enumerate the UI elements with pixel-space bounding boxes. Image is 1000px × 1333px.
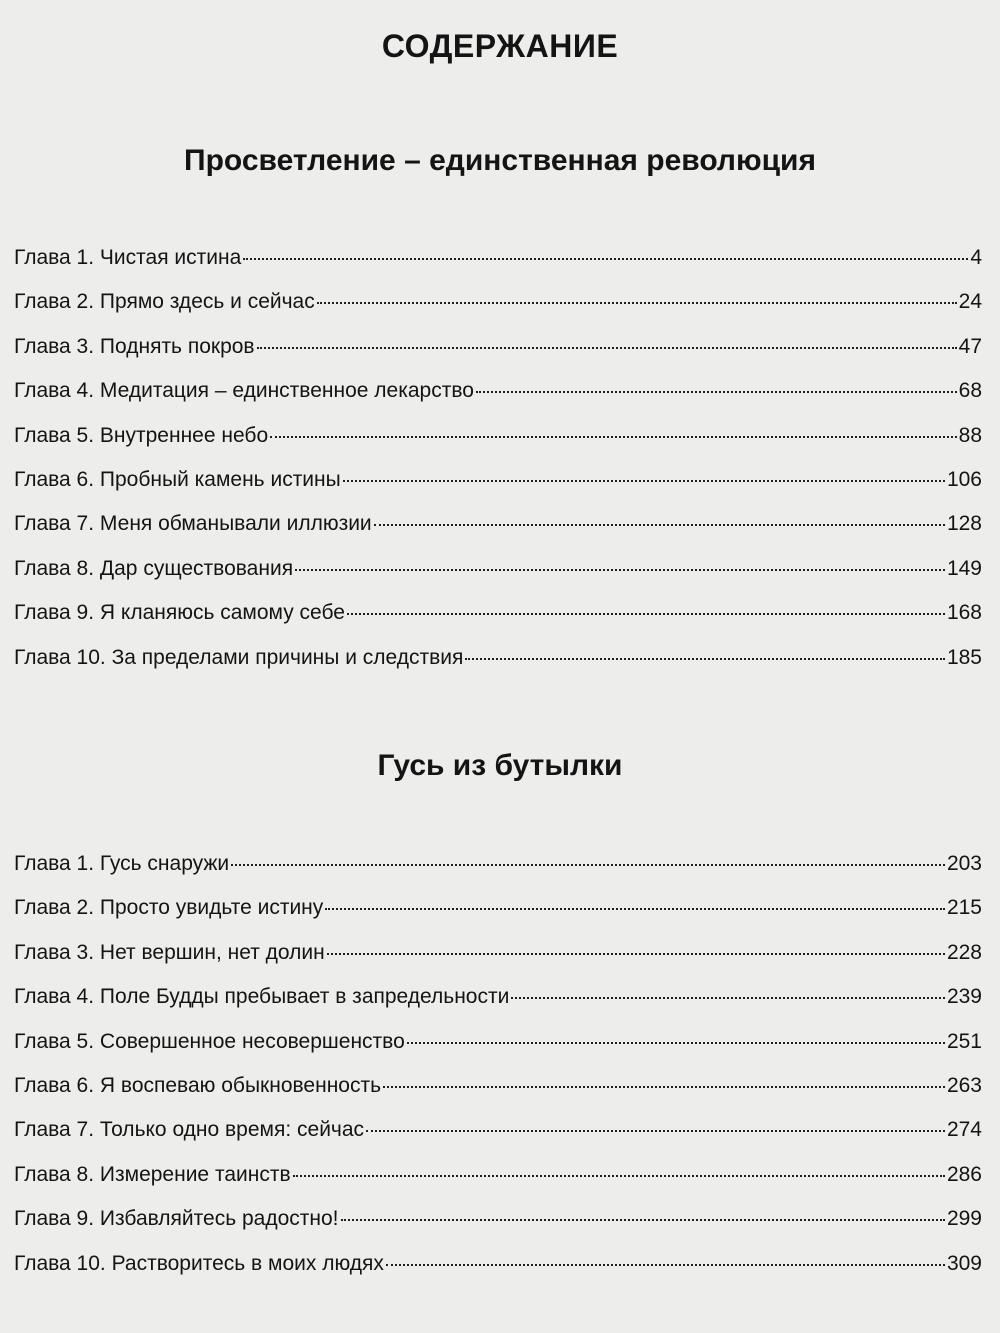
page-number: 168: [946, 601, 982, 625]
chapter-title: Глава 1. Чистая истина: [14, 246, 242, 269]
page-number: 309: [946, 1251, 982, 1275]
dot-leader: [325, 888, 945, 910]
page-number: 185: [946, 645, 982, 669]
section-title-1: Просветление – единственная революция: [184, 144, 816, 177]
chapter-title: Глава 2. Прямо здесь и сейчас: [14, 290, 315, 314]
page-number: 239: [946, 985, 982, 1009]
section-2-chapter-list: [14, 846, 982, 1290]
chapter-title: Глава 8. Дар существования: [14, 556, 294, 580]
dot-leader: [407, 1022, 945, 1044]
toc-entry: [14, 595, 982, 639]
dot-leader: [383, 1066, 945, 1088]
toc-entry: [14, 1246, 982, 1290]
chapter-title: Глава 5. Совершенное несовершенство: [14, 1029, 405, 1053]
chapter-title: Глава 7. Только одно время: сейчас: [14, 1118, 365, 1142]
toc-entry: [14, 640, 982, 684]
section-1-chapter-list: [14, 240, 982, 684]
page-number: 68: [958, 379, 982, 403]
dot-leader: [257, 327, 957, 349]
toc-entry: [14, 462, 982, 506]
toc-entry: [14, 551, 982, 595]
page-number: 274: [946, 1118, 982, 1142]
toc-entry: [14, 329, 982, 373]
dot-leader: [295, 549, 945, 571]
section-title-2: Гусь из бутылки: [377, 749, 623, 782]
chapter-title: Глава 9. Избавляйтесь радостно!: [14, 1207, 339, 1231]
dot-leader: [270, 416, 957, 438]
page-number: 251: [946, 1029, 982, 1053]
chapter-title: Глава 8. Измерение таинств: [14, 1162, 291, 1186]
chapter-title: Глава 4. Медитация – единственное лекарство: [14, 379, 474, 403]
dot-leader: [243, 238, 968, 260]
toc-entry: [14, 846, 982, 890]
toc-entry: [14, 1024, 982, 1068]
dot-leader: [327, 933, 945, 955]
dot-leader: [343, 460, 945, 482]
page-number: 4: [970, 246, 982, 269]
chapter-title: Глава 7. Меня обманывали иллюзии: [14, 512, 372, 536]
chapter-title: Глава 10. За пределами причины и следствия: [14, 645, 464, 669]
dot-leader: [511, 977, 945, 999]
toc-entry: [14, 1112, 982, 1156]
page-title: СОДЕРЖАНИЕ: [381, 28, 619, 64]
toc-entry: [14, 284, 982, 328]
page-number: 24: [958, 290, 982, 314]
page-number: 215: [946, 896, 982, 920]
dot-leader: [366, 1110, 945, 1132]
toc-entry: [14, 890, 982, 934]
toc-entry: [14, 506, 982, 550]
page-number: 228: [946, 940, 982, 964]
toc-entry: [14, 1201, 982, 1245]
page-number: 263: [946, 1073, 982, 1097]
dot-leader: [341, 1199, 945, 1221]
chapter-title: Глава 3. Поднять покров: [14, 334, 255, 358]
page-number: 47: [958, 334, 982, 358]
page-number: 299: [946, 1207, 982, 1231]
dot-leader: [317, 282, 957, 304]
dot-leader: [347, 593, 945, 615]
chapter-title: Глава 5. Внутреннее небо: [14, 423, 269, 447]
page-number: 149: [946, 556, 982, 580]
dot-leader: [231, 844, 945, 866]
chapter-title: Глава 9. Я кланяюсь самому себе: [14, 601, 345, 625]
toc-entry: [14, 418, 982, 462]
toc-entry: [14, 240, 982, 284]
dot-leader: [293, 1155, 945, 1177]
toc-entry: [14, 1157, 982, 1201]
dot-leader: [465, 638, 945, 660]
page-number: 106: [946, 467, 982, 491]
toc-entry: [14, 979, 982, 1023]
chapter-title: Глава 10. Растворитесь в моих людях: [14, 1251, 384, 1275]
page-number: 88: [958, 423, 982, 447]
dot-leader: [476, 371, 957, 393]
chapter-title: Глава 4. Поле Будды пребывает в запредельности: [14, 985, 510, 1009]
chapter-title: Глава 6. Я воспеваю обыкновенность: [14, 1073, 382, 1097]
page-number: 203: [946, 852, 982, 875]
page-number: 128: [946, 512, 982, 536]
toc-entry: [14, 935, 982, 979]
toc-entry: [14, 373, 982, 417]
dot-leader: [386, 1244, 945, 1266]
chapter-title: Глава 6. Пробный камень истины: [14, 467, 341, 491]
chapter-title: Глава 2. Просто увидьте истину: [14, 896, 324, 920]
page-number: 286: [946, 1162, 982, 1186]
chapter-title: Глава 3. Нет вершин, нет долин: [14, 940, 325, 964]
chapter-title: Глава 1. Гусь снаружи: [14, 852, 230, 875]
dot-leader: [374, 504, 945, 526]
toc-entry: [14, 1068, 982, 1112]
